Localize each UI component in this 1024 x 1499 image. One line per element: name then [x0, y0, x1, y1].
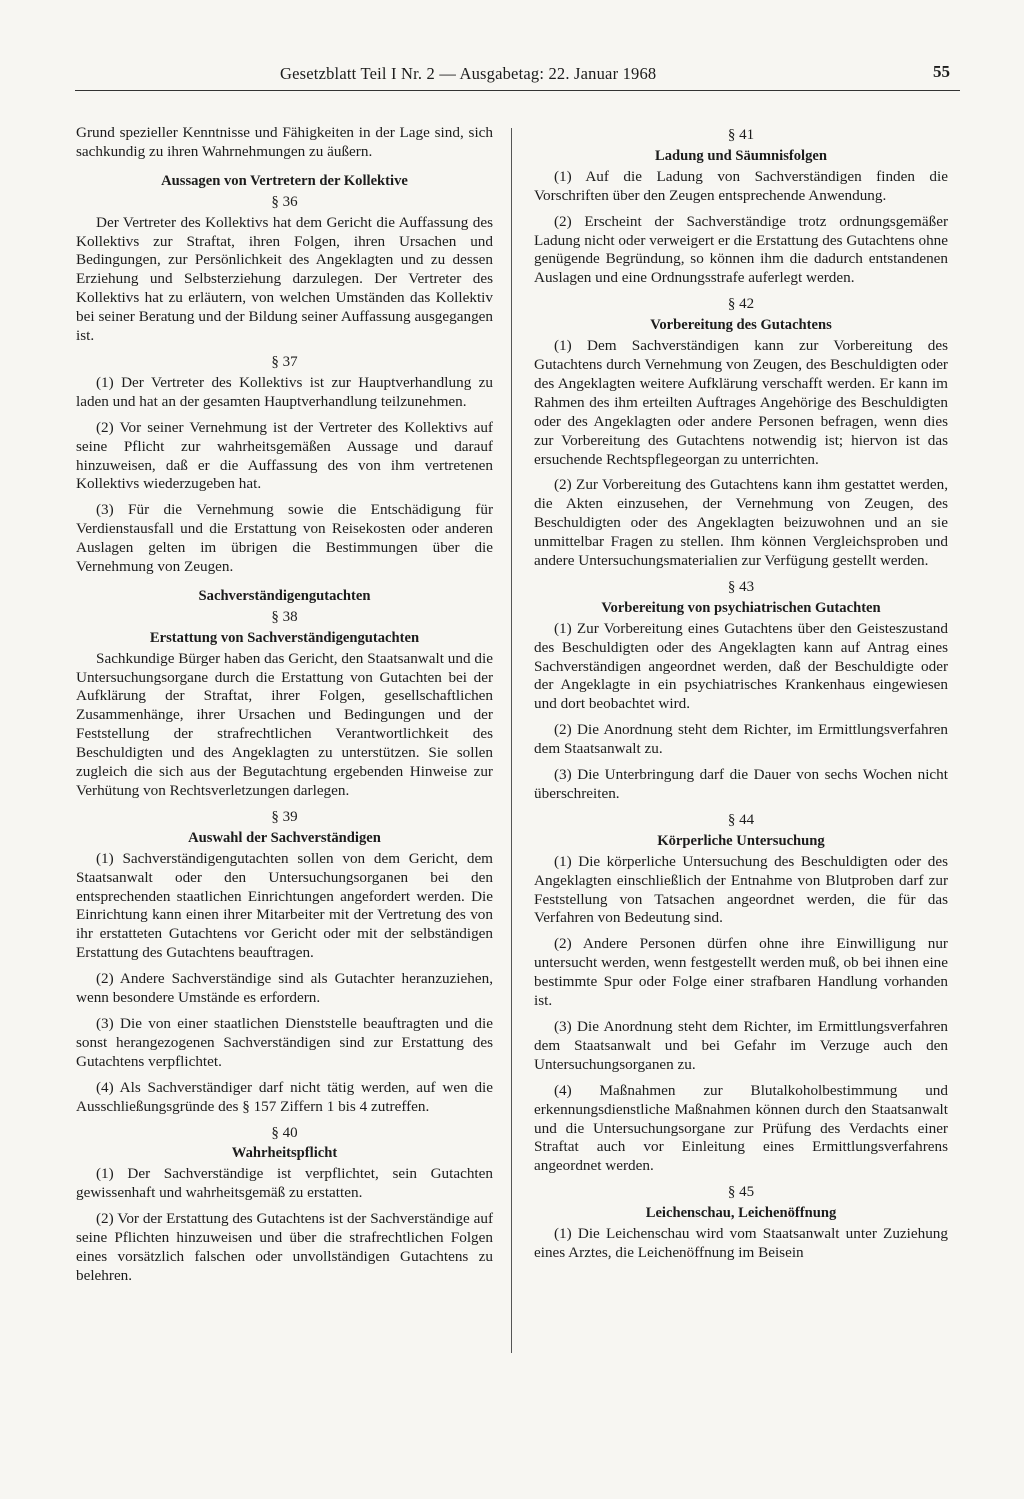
- paragraph: (1) Dem Sachverständigen kann zur Vorbereitung des Gutachtens durch Vernehmung von Zeugen, des Beschuldigten oder des Angeklagten weitere Aufklärung verschafft werden. Er kann im Rahmen des ihm erteilten Auftrages Angehörige des Beschuldigten oder des Angeklagten oder andere Personen befragen, wenn dies zur Vorbereitung des Gutachtens notwendig ist; hiervon ist das ersuchende Rechtspflegeorgan zu unterrichten.: [534, 337, 948, 468]
- paragraph: (1) Der Vertreter des Kollektivs ist zur Hauptverhandlung zu laden und hat an der gesamten Hauptverhandlung teilzunehmen.: [76, 373, 493, 410]
- paragraph-number: § 37: [271, 353, 298, 370]
- paragraph-heading: Leichenschau, Leichenöffnung: [645, 1205, 837, 1222]
- paragraph-heading: Auswahl der Sachverständigen: [188, 829, 381, 846]
- paragraph: Der Vertreter des Kollektivs hat dem Gericht die Auffassung des Kollektivs zur Straftat, ihren Folgen, ihren Ursachen und Bedingungen, zur Persönlichkeit des Angeklagten und zu dessen Erziehung und Selbsterziehung darzulegen. Der Vertreter des Kollektivs hat zu erläutern, von welchen Umständen das Kollektiv bei seiner Beratung und der Bildung seiner Auffassung ausgegangen ist.: [76, 213, 493, 345]
- right-column: [534, 124, 948, 1270]
- gazette-title: Gesetzblatt Teil I Nr. 2 — Ausgabetag: 22. Januar 1968: [280, 64, 657, 83]
- paragraph: (2) Andere Sachverständige sind als Gutachter heranzuziehen, wenn besondere Umstände es erfordern.: [76, 970, 493, 1007]
- paragraph: (1) Die körperliche Untersuchung des Beschuldigten oder des Angeklagten einschließlich der Entnahme von Blutproben darf zur Feststellung von Tatsachen angeordnet werden, die für das Verfahren von Bedeutung sind.: [534, 852, 948, 927]
- paragraph: (3) Die von einer staatlichen Dienststelle beauftragten und die sonst herangezogenen Sachverständigen sind zur Erstattung des Gutachtens verpflichtet.: [76, 1014, 493, 1070]
- paragraph-number: § 42: [727, 296, 755, 313]
- left-column: [76, 124, 493, 1293]
- paragraph-number: § 36: [271, 193, 298, 210]
- page-number: 55: [933, 62, 950, 81]
- paragraph: Grund spezieller Kenntnisse und Fähigkeiten in der Lage sind, sich sachkundig zu ihren Wahrnehmungen zu äußern.: [76, 124, 493, 160]
- paragraph-number: § 43: [727, 578, 755, 595]
- paragraph-number: § 39: [271, 808, 298, 825]
- paragraph-number: § 45: [727, 1184, 755, 1201]
- paragraph-number: § 44: [727, 811, 755, 828]
- paragraph: (1) Sachverständigengutachten sollen von dem Gericht, dem Staatsanwalt oder den Untersuchungsorganen bei den entsprechenden staatlichen Einrichtungen angefordert werden. Die Einrichtung kann einen ihrer Mitarbeiter mit der Vertretung des von ihr erstatteten Gutachtens vor Gericht oder mit der selbständigen Erstattung des Gutachtens beauftragen.: [76, 849, 493, 962]
- paragraph: (3) Für die Vernehmung sowie die Entschädigung für Verdienstausfall und die Erstattung von Reisekosten oder anderen Auslagen gelten im übrigen die Bestimmungen über die Vernehmung von Zeugen.: [76, 501, 493, 576]
- paragraph: (2) Die Anordnung steht dem Richter, im Ermittlungsverfahren dem Staatsanwalt zu.: [534, 721, 948, 758]
- section-heading: Sachverständigengutachten: [198, 587, 371, 604]
- paragraph: (2) Zur Vorbereitung des Gutachtens kann ihm gestattet werden, die Akten einzusehen, der Vernehmung von Zeugen, des Beschuldigten oder des Angeklagten beizuwohnen und an sie unmittelbar Fragen zu stellen. Ihm können Vergleichsproben und andere Untersuchungsmaterialien zur Verfügung gestellt werden.: [534, 476, 948, 570]
- paragraph: (1) Die Leichenschau wird vom Staatsanwalt unter Zuziehung eines Arztes, die Leichenöffnung im Beisein: [534, 1225, 948, 1261]
- paragraph-heading: Vorbereitung von psychiatrischen Gutachten: [601, 599, 881, 616]
- column-divider: [511, 128, 512, 1353]
- paragraph: (1) Auf die Ladung von Sachverständigen finden die Vorschriften über den Zeugen entsprechende Anwendung.: [534, 167, 948, 204]
- paragraph: (4) Als Sachverständiger darf nicht tätig werden, auf wen die Ausschließungsgründe des § 157 Ziffern 1 bis 4 zutreffen.: [76, 1078, 493, 1115]
- paragraph-number: § 40: [271, 1124, 298, 1141]
- paragraph: (4) Maßnahmen zur Blutalkoholbestimmung und erkennungsdienstliche Maßnahmen können durch den Staatsanwalt und die Untersuchungsorgane zur Prüfung des Verdachts einer Straftat auch vor Einleitung eines Ermittlungsverfahrens angeordnet werden.: [534, 1081, 948, 1175]
- paragraph-heading: Ladung und Säumnisfolgen: [655, 147, 827, 164]
- paragraph: (2) Andere Personen dürfen ohne ihre Einwilligung nur untersucht werden, wenn festgestellt werden muß, ob bei ihnen eine bestimmte Spur oder Folge einer strafbaren Handlung vorhanden ist.: [534, 935, 948, 1010]
- page-header: [75, 62, 960, 91]
- paragraph-heading: Vorbereitung des Gutachtens: [650, 317, 832, 334]
- section-heading: Aussagen von Vertretern der Kollektive: [161, 172, 408, 189]
- paragraph-number: § 38: [271, 608, 298, 625]
- paragraph: (2) Vor seiner Vernehmung ist der Vertreter des Kollektivs auf seine Pflicht zur wahrheitsgemäßen Aussage und darauf hinzuweisen, daß er die Auffassung des von ihm vertretenen Kollektivs wiederzugeben hat.: [76, 418, 493, 493]
- paragraph: (1) Zur Vorbereitung eines Gutachtens über den Geisteszustand des Beschuldigten oder des Angeklagten kann auf Antrag eines Sachverständigen angeordnet werden, daß der Beschuldigte oder der Angeklagte in ein psychiatrisches Krankenhaus eingewiesen und dort beobachtet wird.: [534, 619, 948, 713]
- paragraph-number: § 41: [727, 127, 755, 143]
- paragraph: (2) Vor der Erstattung des Gutachtens ist der Sachverständige auf seine Pflichten hinzuweisen und über die strafrechtlichen Folgen eines vorsätzlich falschen oder unvollständigen Gutachtens zu belehren.: [76, 1210, 493, 1284]
- paragraph: Sachkundige Bürger haben das Gericht, den Staatsanwalt und die Untersuchungsorgane durch die Erstattung von Gutachten bei der Aufklärung der Straftat, ihrer Folgen, gesellschaftlichen Zusammenhänge, ihrer Ursachen und Bedingungen und der Feststellung der strafrechtlichen Verantwortlichkeit des Beschuldigten und des Angeklagten zu unterstützen. Sie sollen zugleich die sich aus der Begutachtung ergebenden Hinweise zur Verhütung von Rechtsverletzungen darlegen.: [76, 649, 493, 799]
- paragraph: (1) Der Sachverständige ist verpflichtet, sein Gutachten gewissenhaft und wahrheitsgemäß zu erstatten.: [76, 1165, 493, 1202]
- paragraph-heading: Erstattung von Sachverständigengutachten: [149, 629, 420, 646]
- paragraph-heading: Wahrheitspflicht: [231, 1145, 338, 1162]
- paragraph: (2) Erscheint der Sachverständige trotz ordnungsgemäßer Ladung nicht oder verweigert er die Erstattung des Gutachtens ohne genügende Begründung, so können ihm die dadurch entstandenen Auslagen und eine Ordnungsstrafe auferlegt werden.: [534, 212, 948, 287]
- paragraph: (3) Die Anordnung steht dem Richter, im Ermittlungsverfahren dem Staatsanwalt und bei Gefahr im Verzuge auch den Untersuchungsorganen zu.: [534, 1017, 948, 1073]
- paragraph-heading: Körperliche Untersuchung: [657, 832, 825, 849]
- paragraph: (3) Die Unterbringung darf die Dauer von sechs Wochen nicht überschreiten.: [534, 766, 948, 802]
